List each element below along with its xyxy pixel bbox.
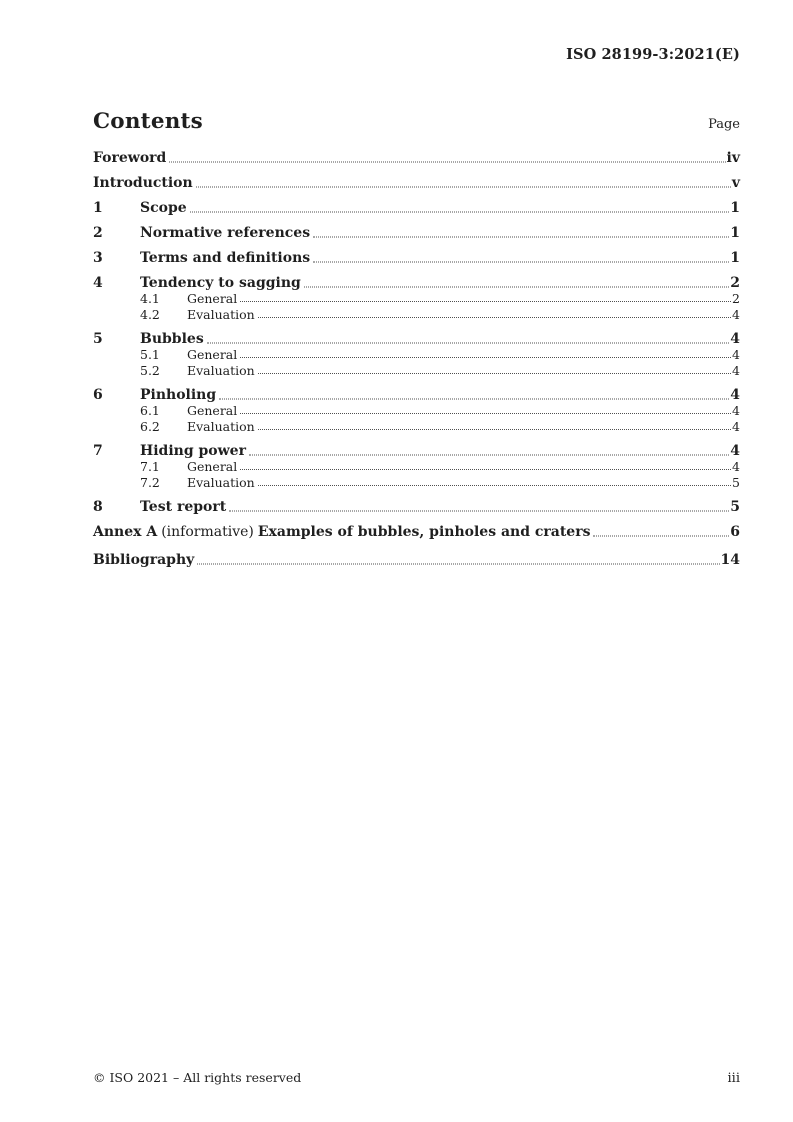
- page-number: 2: [732, 291, 740, 306]
- toc-entry: [93, 331, 740, 347]
- toc-entry: [93, 499, 740, 515]
- subclause-label: Evaluation: [187, 362, 255, 378]
- toc-entry: [93, 552, 740, 568]
- toc-group: [93, 200, 740, 216]
- toc-entry: [93, 275, 740, 291]
- toc-list: [93, 150, 740, 568]
- subclause-label: General: [187, 403, 238, 418]
- annex-label: Examples of bubbles, pinholes and craters: [257, 524, 591, 540]
- dot-leader: [240, 469, 731, 470]
- clause-number: 1: [93, 200, 103, 216]
- page-content: [93, 0, 740, 577]
- subclause-entry: [93, 347, 740, 363]
- subclause-number: 6.1: [140, 403, 160, 418]
- subclause-number: 5.1: [140, 347, 160, 362]
- annex-prefix: Annex A: [93, 524, 158, 540]
- dot-leader: [229, 510, 729, 511]
- subclause-number: 7.2: [140, 474, 160, 490]
- toc-group: [93, 499, 740, 515]
- clause-number: 2: [93, 225, 103, 241]
- page-number: v: [731, 175, 740, 191]
- dot-leader: [240, 301, 731, 302]
- doc-reference: ISO 28199-3:2021(E): [566, 46, 740, 63]
- subclause-entry: [93, 307, 740, 323]
- subclause-entry: [93, 363, 740, 379]
- dot-leader: [240, 413, 731, 414]
- dot-leader: [207, 342, 730, 343]
- page-number: 2: [730, 275, 740, 291]
- page-number: 4: [732, 362, 740, 378]
- clause-number: 7: [93, 443, 103, 459]
- toc-entry: [93, 175, 740, 191]
- dot-leader: [304, 286, 729, 287]
- dot-leader: [240, 357, 731, 358]
- entry-label: Bubbles: [140, 331, 204, 347]
- page-number: 4: [730, 331, 740, 347]
- subclause-number: 4.1: [140, 291, 160, 306]
- entry-label: Introduction: [93, 175, 193, 191]
- toc-group: [93, 443, 740, 490]
- toc-group: [93, 275, 740, 322]
- dot-leader: [258, 485, 731, 486]
- dot-leader: [258, 429, 731, 430]
- subclause-label: General: [187, 347, 238, 362]
- clause-number: 4: [93, 275, 103, 291]
- toc-group: [93, 552, 740, 568]
- toc-group: [93, 331, 740, 378]
- dot-leader: [313, 236, 729, 237]
- subclause-label: General: [187, 291, 238, 306]
- toc-title: Contents: [93, 109, 203, 134]
- page-number: 1: [730, 200, 740, 216]
- annex-title: [93, 524, 590, 540]
- subclause-label: Evaluation: [187, 474, 255, 490]
- page-number: 4: [732, 306, 740, 322]
- subclause-label: Evaluation: [187, 418, 255, 434]
- entry-label: Pinholing: [140, 387, 217, 403]
- folio-page-number: iii: [727, 1071, 740, 1086]
- page-number: 4: [732, 418, 740, 434]
- subclause-entry: [93, 403, 740, 419]
- toc-entry: [93, 524, 740, 540]
- page-number: 5: [730, 499, 740, 515]
- copyright-notice: © ISO 2021 – All rights reserved: [93, 1070, 302, 1085]
- dot-leader: [593, 535, 729, 536]
- entry-label: Tendency to sagging: [140, 275, 301, 291]
- page-number: 5: [732, 474, 740, 490]
- toc-group: [93, 387, 740, 434]
- dot-leader: [249, 454, 729, 455]
- page-number: 6: [730, 524, 740, 540]
- toc-entry: [93, 150, 740, 166]
- toc-entry: [93, 225, 740, 241]
- toc-group: [93, 250, 740, 266]
- toc-entry: [93, 250, 740, 266]
- entry-label: Terms and definitions: [140, 250, 311, 266]
- page-number: 4: [730, 387, 740, 403]
- page-number: 4: [732, 403, 740, 418]
- subclause-entry: [93, 419, 740, 435]
- clause-number: 8: [93, 499, 103, 515]
- clause-number: 3: [93, 250, 103, 266]
- toc-header-row: [93, 109, 740, 134]
- dot-leader: [190, 211, 730, 212]
- toc-entry: [93, 200, 740, 216]
- page-number: 1: [730, 250, 740, 266]
- page-number: 14: [720, 552, 740, 568]
- subclause-label: General: [187, 459, 238, 474]
- page-number: 4: [732, 459, 740, 474]
- entry-label: Test report: [140, 499, 227, 515]
- subclause-entry: [93, 291, 740, 307]
- dot-leader: [313, 261, 729, 262]
- dot-leader: [197, 563, 719, 564]
- dot-leader: [219, 398, 729, 399]
- toc-group: [93, 524, 740, 540]
- toc-group: [93, 225, 740, 241]
- entry-label: Bibliography: [93, 552, 195, 568]
- page-number: iv: [726, 150, 740, 166]
- subclause-label: Evaluation: [187, 306, 255, 322]
- toc-entry: [93, 443, 740, 459]
- subclause-number: 4.2: [140, 306, 160, 322]
- entry-label: Scope: [140, 200, 187, 216]
- dot-leader: [258, 373, 731, 374]
- subclause-number: 6.2: [140, 418, 160, 434]
- entry-label: Foreword: [93, 150, 167, 166]
- entry-label: Normative references: [140, 225, 311, 241]
- footer: [93, 1070, 740, 1086]
- clause-number: 5: [93, 331, 103, 347]
- dot-leader: [196, 186, 731, 187]
- toc-group: [93, 175, 740, 191]
- page-number: 1: [730, 225, 740, 241]
- dot-leader: [169, 161, 725, 162]
- dot-leader: [258, 317, 731, 318]
- subclause-entry: [93, 475, 740, 491]
- entry-label: Hiding power: [140, 443, 246, 459]
- toc-group: [93, 150, 740, 166]
- subclause-entry: [93, 459, 740, 475]
- subclause-number: 7.1: [140, 459, 160, 474]
- annex-qualifier: (informative): [161, 524, 254, 540]
- subclause-number: 5.2: [140, 362, 160, 378]
- page-column-label: Page: [708, 117, 740, 132]
- toc-entry: [93, 387, 740, 403]
- page-number: 4: [732, 347, 740, 362]
- clause-number: 6: [93, 387, 103, 403]
- page-number: 4: [730, 443, 740, 459]
